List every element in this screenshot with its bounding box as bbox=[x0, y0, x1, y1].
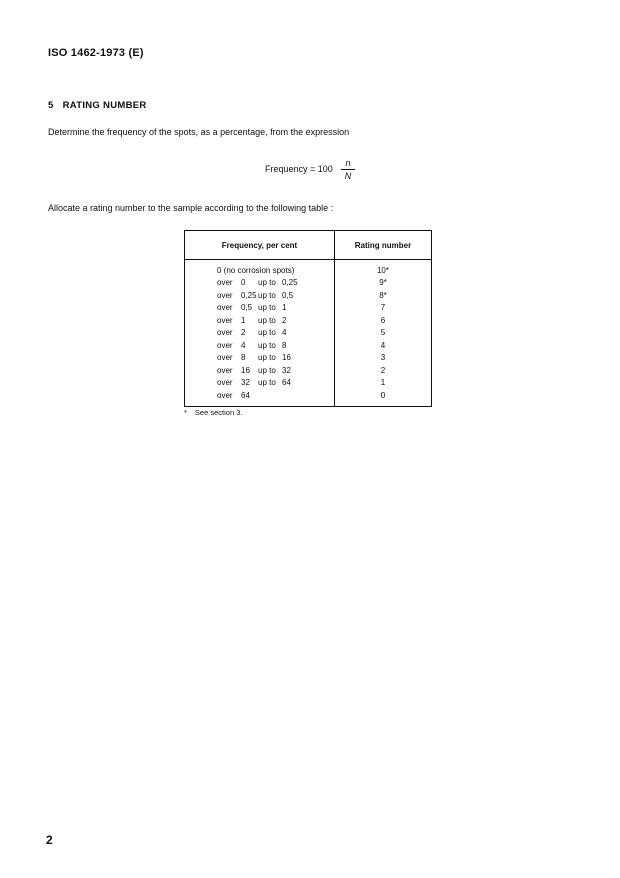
frequency-cell: over 4 up to 8 bbox=[185, 339, 335, 352]
table-row bbox=[185, 327, 432, 340]
footnote-text: See section 3. bbox=[194, 408, 243, 417]
rating-cell: 7 bbox=[380, 303, 386, 313]
frequency-cell: over 0,5 up to 1 bbox=[185, 302, 335, 315]
rating-cell: 6 bbox=[380, 315, 386, 325]
rating-cell: 9* bbox=[379, 278, 387, 288]
table-row bbox=[185, 364, 432, 377]
document-header: ISO 1462-1973 (E) bbox=[48, 47, 144, 59]
frequency-cell: over 1 up to 2 bbox=[185, 314, 335, 327]
header-frequency: Frequency, per cent bbox=[185, 231, 335, 260]
rating-table bbox=[184, 230, 432, 407]
rating-cell: 1 bbox=[380, 378, 386, 388]
rating-cell: 8* bbox=[379, 290, 387, 300]
frequency-cell: over 2 up to 4 bbox=[185, 327, 335, 340]
rating-cell: 5 bbox=[380, 328, 386, 338]
table-row bbox=[185, 260, 432, 277]
header-rating: Rating number bbox=[335, 231, 432, 260]
table-row bbox=[185, 377, 432, 390]
table-row bbox=[185, 302, 432, 315]
rating-cell: 4 bbox=[380, 340, 386, 350]
table-row bbox=[185, 389, 432, 406]
formula-fraction bbox=[341, 158, 355, 181]
table-row bbox=[185, 339, 432, 352]
allocate-paragraph: Allocate a rating number to the sample according to the following table : bbox=[48, 203, 334, 213]
section-number: 5 bbox=[48, 100, 54, 111]
formula-denominator: N bbox=[344, 171, 352, 181]
table-header-row bbox=[185, 231, 432, 260]
frequency-cell: over 16 up to 32 bbox=[185, 364, 335, 377]
rating-cell: 10* bbox=[376, 265, 389, 275]
section-title: RATING NUMBER bbox=[62, 100, 147, 111]
frequency-cell: over 0 up to 0,25 bbox=[185, 277, 335, 290]
intro-paragraph: Determine the frequency of the spots, as a percentage, from the expression bbox=[48, 127, 350, 137]
fraction-bar bbox=[341, 169, 355, 170]
table-row bbox=[185, 314, 432, 327]
frequency-formula bbox=[265, 158, 360, 192]
table-row bbox=[185, 277, 432, 290]
frequency-cell: 0 (no corrosion spots) bbox=[185, 260, 335, 277]
rating-cell: 3 bbox=[380, 353, 386, 363]
table-row bbox=[185, 352, 432, 365]
frequency-cell: over 8 up to 16 bbox=[185, 352, 335, 365]
frequency-cell: over 32 up to 64 bbox=[185, 377, 335, 390]
rating-cell: 0 bbox=[380, 390, 386, 400]
footnote-marker: * bbox=[184, 408, 187, 417]
frequency-cell: over 64 bbox=[185, 389, 335, 406]
section-heading bbox=[48, 100, 147, 111]
footnote bbox=[184, 408, 242, 417]
rating-cell: 2 bbox=[380, 365, 386, 375]
formula-lhs: Frequency = 100 bbox=[265, 164, 333, 174]
frequency-cell: over 0,25up to 0,5 bbox=[185, 289, 335, 302]
formula-numerator: n bbox=[345, 158, 351, 168]
page-number: 2 bbox=[46, 833, 53, 847]
table-row bbox=[185, 289, 432, 302]
